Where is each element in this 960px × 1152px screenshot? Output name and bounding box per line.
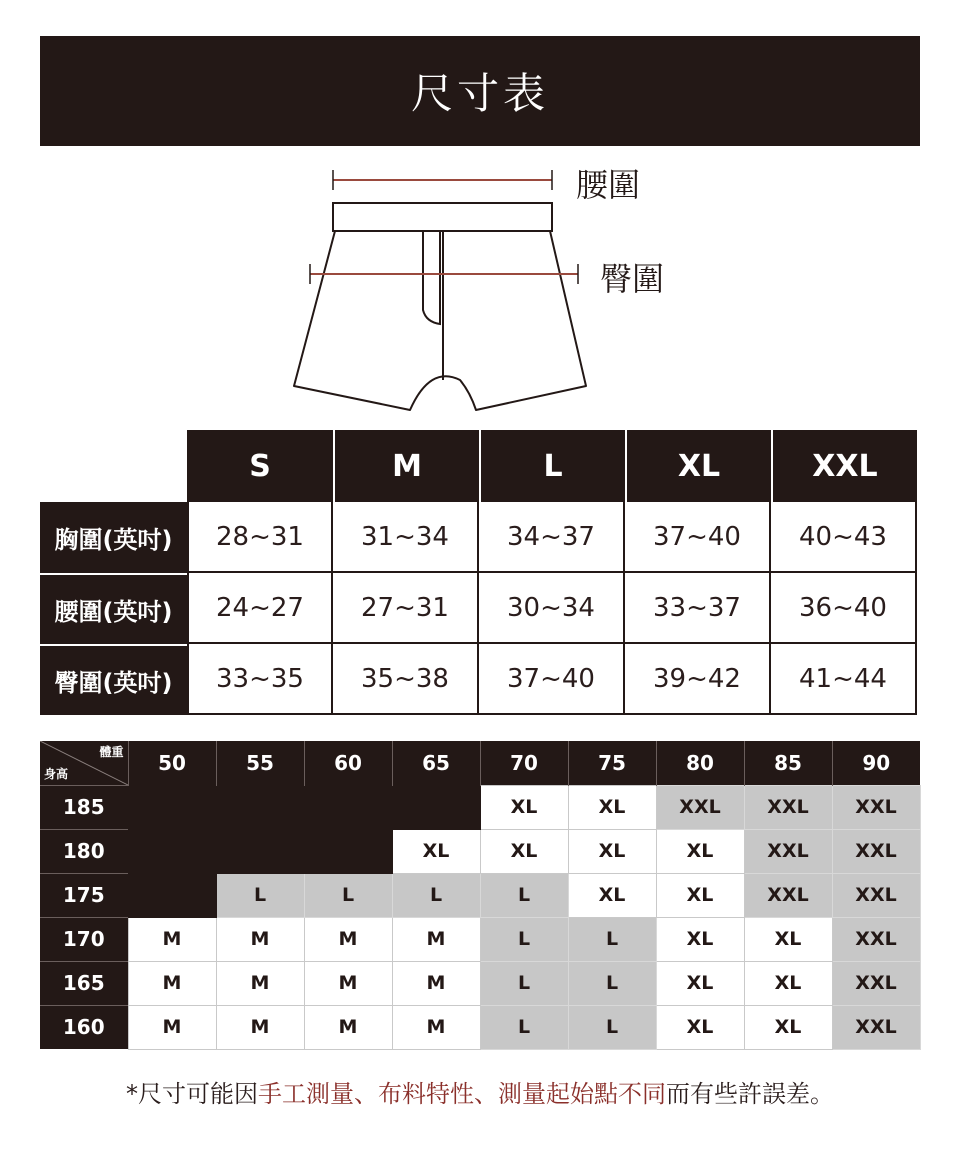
size-cell: 39~42 [625, 644, 771, 715]
recommendation-cell: M [128, 961, 216, 1005]
recommendation-cell: L [216, 873, 304, 917]
size-cell: 41~44 [771, 644, 917, 715]
size-cell: 37~40 [625, 502, 771, 573]
recommendation-cell [128, 873, 216, 917]
height-header: 175 [40, 873, 128, 917]
size-cell: 24~27 [187, 573, 333, 644]
recommendation-cell: XL [656, 873, 744, 917]
recommendation-cell: L [392, 873, 480, 917]
weight-header: 60 [304, 741, 392, 785]
recommendation-cell [216, 829, 304, 873]
height-row [40, 1005, 920, 1049]
recommendation-cell [216, 785, 304, 829]
height-axis-label: 身高 [44, 766, 69, 781]
size-cell: 28~31 [187, 502, 333, 573]
recommendation-cell: XL [392, 829, 480, 873]
weight-axis-label: 體重 [99, 745, 124, 759]
weight-header: 70 [480, 741, 568, 785]
size-cell: 34~37 [479, 502, 625, 573]
recommendation-cell: XL [480, 829, 568, 873]
weight-header: 55 [216, 741, 304, 785]
recommendation-cell: XXL [832, 961, 920, 1005]
size-cell: 27~31 [333, 573, 479, 644]
recommendation-cell: M [304, 961, 392, 1005]
recommendation-cell: XL [744, 961, 832, 1005]
size-cell: 35~38 [333, 644, 479, 715]
recommendation-cell: XL [744, 917, 832, 961]
recommendation-cell: XL [656, 961, 744, 1005]
recommendation-cell: XL [568, 873, 656, 917]
footnote-separator-1: 、 [354, 1080, 378, 1108]
recommendation-cell: XXL [744, 785, 832, 829]
size-cell: 31~34 [333, 502, 479, 573]
waist-label: 腰圍 [576, 166, 641, 204]
recommendation-cell [304, 785, 392, 829]
recommendation-cell: M [392, 917, 480, 961]
size-recommendation-table [40, 741, 921, 1050]
row-label-chest: 胸圍(英吋) [40, 502, 187, 573]
weight-header: 85 [744, 741, 832, 785]
size-header-m: M [333, 430, 479, 502]
size-corner [40, 430, 187, 502]
recommendation-cell: XL [656, 917, 744, 961]
height-header: 180 [40, 829, 128, 873]
height-row [40, 829, 920, 873]
weight-header: 90 [832, 741, 920, 785]
recommendation-cell: XXL [744, 829, 832, 873]
size-cell: 40~43 [771, 502, 917, 573]
recommendation-cell: L [304, 873, 392, 917]
recommendation-cell: M [216, 917, 304, 961]
recommendation-cell: XL [656, 829, 744, 873]
recommendation-cell: M [304, 1005, 392, 1049]
recommendation-cell: M [128, 1005, 216, 1049]
size-cell: 30~34 [479, 573, 625, 644]
weight-header: 80 [656, 741, 744, 785]
height-row [40, 917, 920, 961]
recommendation-cell: XXL [832, 785, 920, 829]
height-row [40, 785, 920, 829]
size-cell: 33~35 [187, 644, 333, 715]
weight-header: 75 [568, 741, 656, 785]
recommendation-cell [128, 829, 216, 873]
size-cell: 37~40 [479, 644, 625, 715]
size-chart-table [40, 430, 917, 715]
recommendation-cell: M [392, 961, 480, 1005]
size-row-waist [40, 573, 917, 644]
height-header: 185 [40, 785, 128, 829]
recommendation-cell: L [480, 917, 568, 961]
recommendation-cell [304, 829, 392, 873]
footnote-highlight-1: 手工測量 [258, 1080, 354, 1108]
shorts-diagram [280, 160, 700, 420]
recommendation-cell: L [480, 961, 568, 1005]
recommendation-cell: L [480, 1005, 568, 1049]
recommendation-cell: M [216, 1005, 304, 1049]
recommendation-cell [392, 785, 480, 829]
size-header-l: L [479, 430, 625, 502]
recommendation-cell: XXL [832, 873, 920, 917]
recommendation-cell: XL [568, 829, 656, 873]
recommendation-cell: L [480, 873, 568, 917]
size-row-hip [40, 644, 917, 715]
height-header: 170 [40, 917, 128, 961]
recommendation-cell: M [128, 917, 216, 961]
footnote-highlight-2: 布料特性 [378, 1080, 474, 1108]
size-header-xxl: XXL [771, 430, 917, 502]
recommendation-cell: L [568, 917, 656, 961]
recommendation-cell [128, 785, 216, 829]
footnote-prefix: *尺寸可能因 [126, 1080, 258, 1108]
table-corner [40, 741, 128, 785]
recommendation-cell: XXL [656, 785, 744, 829]
recommendation-cell: XXL [832, 829, 920, 873]
weight-header: 50 [128, 741, 216, 785]
size-cell: 36~40 [771, 573, 917, 644]
footnote [0, 1074, 960, 1109]
height-header: 160 [40, 1005, 128, 1049]
size-header-s: S [187, 430, 333, 502]
recommendation-cell: XXL [832, 917, 920, 961]
recommendation-cell: M [216, 961, 304, 1005]
recommendation-cell: XXL [744, 873, 832, 917]
recommendation-cell: XL [744, 1005, 832, 1049]
recommendation-cell: XXL [832, 1005, 920, 1049]
hip-label: 臀圍 [600, 260, 665, 298]
page-title: 尺寸表 [40, 36, 920, 146]
size-header-xl: XL [625, 430, 771, 502]
recommendation-cell: L [568, 1005, 656, 1049]
weight-header: 65 [392, 741, 480, 785]
row-label-waist: 腰圍(英吋) [40, 573, 187, 644]
recommendation-cell: M [392, 1005, 480, 1049]
size-header-row [40, 430, 917, 502]
height-row [40, 961, 920, 1005]
row-label-hip: 臀圍(英吋) [40, 644, 187, 715]
footnote-separator-2: 、 [474, 1080, 498, 1108]
recommendation-cell: XL [656, 1005, 744, 1049]
recommendation-cell: XL [568, 785, 656, 829]
recommendation-cell: M [304, 917, 392, 961]
size-row-chest [40, 502, 917, 573]
height-row [40, 873, 920, 917]
weight-header-row [40, 741, 920, 785]
recommendation-cell: L [568, 961, 656, 1005]
footnote-highlight-3: 測量起始點不同 [498, 1080, 666, 1108]
recommendation-cell: XL [480, 785, 568, 829]
height-header: 165 [40, 961, 128, 1005]
size-cell: 33~37 [625, 573, 771, 644]
footnote-suffix: 而有些許誤差。 [666, 1080, 834, 1108]
